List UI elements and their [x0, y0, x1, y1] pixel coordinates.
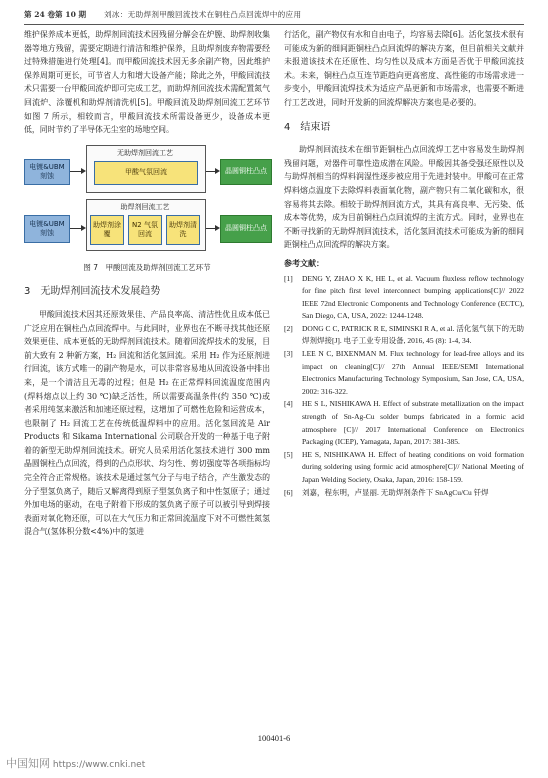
- reference-item: [1] DENG Y, ZHAO X K, HE L, et al. Vacuum fluxless reflow technology for fine pitch first level interconnect bumping applications[C]// 2022 IEEE 72nd Electronic Components and Technology Conference (ECTC), San Diego, CA, USA, 2022: 1244-1248.: [284, 273, 524, 321]
- figure-caption: 图 7 甲酸回流及助焊剂回流工艺环节: [83, 262, 211, 272]
- paragraph: 维护保养成本更低，助焊剂回流技术因残留分解会在炉膛、助焊剂收集器等地方残留，需要定期进行清洁和维护保养，且助焊剂废弃物需要经过特殊措施进行处理[4]。而甲酸回流技术因无多余副产物，因此维护保养周期可更长，可节省人力和增大设备产能；除此之外，甲酸回流技术只需要一台甲酸回流炉即可完成工艺，而助焊剂回流技术需配置氮气回流炉、涂覆机和助焊剂清洗机[5]。甲酸回流及助焊剂回流工艺环节如图 7 所示，相较而言，甲酸回流技术所需设备更少，设备成本更低，同时节约了半导体无尘室的场地空间。: [24, 30, 270, 135]
- issue-label: 第 24 卷第 10 期: [24, 10, 87, 19]
- reference-item: [5] HE S, NISHIKAWA H. Effect of heating conditions on void formation during soldering using formic acid atmosphere[C]// National Meeting of Japan Welding Society, Osaka, Japan, 2016: 158-159.: [284, 449, 524, 484]
- fig2-step3-box: 助焊剂清洗: [166, 215, 200, 245]
- fig1-title: 无助焊剂回流工艺: [117, 148, 173, 157]
- page-number: 100401-6: [257, 733, 291, 743]
- watermark-logo-text: 中国知网: [6, 757, 50, 770]
- running-header: [24, 8, 524, 25]
- running-title: 刘冰：无助焊剂甲酸回流技术在铜柱凸点回流焊中的应用: [104, 10, 302, 19]
- cnki-watermark: [6, 755, 145, 771]
- paragraph: 助焊剂回流技术在细节距铜柱凸点回流焊工艺中容易发生助焊剂残留问题，对器件可靠性造成潜在风险。甲酸因其备受强还原性以及与助焊剂相当的焊料润湿性逐步被应用于先进封装中。甲酸可在正常焊料熔点温度下去除焊料表面氧化物，副产物只有二氧化碳和水，很容易将其去除。相较于助焊剂回流方式，其具有高良率、无污染、低成本等优势，成为目前铜柱凸点回流焊的主流方式。同时，业界也在不断寻找新的无助焊剂回流技术，活化氢回流技术可能成为新的细间距铜柱凸点回流焊的解决方案。: [284, 145, 524, 250]
- fig2-step2-box: N2 气氛回流: [128, 215, 162, 245]
- fig2-input-box: 电镀&UBM 刻蚀: [24, 215, 70, 243]
- fig2-output-box: 晶圆铜柱凸点: [220, 215, 272, 243]
- reference-item: [3] LEE N C, BIXENMAN M. Flux technology for lead-free alloys and its impact on cleaning[C]// 27th Annual IEEE/SEMI International Electronics Manufacturing Technology Symposium, San Jose, CA, USA, 2002: 316-322.: [284, 349, 524, 396]
- fig2-step1-box: 助焊剂涂覆: [90, 215, 124, 245]
- right-column: [284, 28, 524, 499]
- arrow-icon: [206, 171, 216, 172]
- arrow-icon: [70, 171, 82, 172]
- section-heading-4: 4 结束语: [284, 121, 331, 133]
- arrow-icon: [70, 228, 82, 229]
- reference-item: [6] 刘嘉，程东明，卢显丽. 无助焊剂条件下 SnAgCu/Cu 钎焊: [284, 487, 489, 497]
- left-column: [24, 28, 270, 539]
- reference-list: [284, 273, 524, 500]
- watermark-url: https://www.cnki.net: [52, 760, 146, 770]
- reference-item: [2] DONG C C, PATRICK R E, SIMINSKI R A, et al. 活化氢气氛下的无助焊剂焊接[J]. 电子工业专用设备, 2016, 45 (8): 1-4, 34.: [284, 323, 524, 346]
- paragraph: 行活化，副产物仅有水和自由电子，均容易去除[6]。活化氢技术很有可能成为新的细间距铜柱凸点回流焊的解决方案，但目前相关文献并未报道该技术在还原性、均匀性以及成本方面是否优于甲酸回流技术。未来，铜柱凸点互连节距趋向更高密度、高性能的市场需求进一步变小，甲酸回流焊技术为适应产品更新和市场需求，也需要不断进行工艺改进，同时开发新的回流焊解决方案也是必要的。: [284, 30, 525, 107]
- reference-item: [4] HE S L, NISHIKAWA H. Effect of substrate metallization on the impact strength of Sn-Ag-Cu solder bumps fabricated in a formic acid atmosphere [C]// 2017 International Conference on Electronics Packaging (ICEP), Yamagata, Japan, 2017: 381-385.: [284, 399, 524, 447]
- fig1-input-box: 电镀&UBM 刻蚀: [24, 159, 70, 185]
- fig1-process-box: 甲酸气氛回流: [94, 161, 198, 185]
- section-heading-3: 3 无助焊剂回流技术发展趋势: [24, 286, 161, 298]
- fig2-title: 助焊剂回流工艺: [120, 202, 170, 211]
- figure-7: [24, 141, 270, 259]
- paragraph: 甲酸回流技术因其还原效果佳、产品良率高、清洁性优且成本低已广泛应用在铜柱凸点回流焊中。与此同时，业界也在不断寻找其他还原效果更佳、成本更低的无助焊剂回流技术。随着回流焊技术的发展，目前大致有 2 种新方案，H₂ 回流和活化氢回流。采用 H₂ 作为还原剂进行回流，该方式唯一的副产物是水，可以非常容易地从回流设备中排出来，是一个清洁且无毒的过程；但是 H₂ 在正常焊料回流温度范围内(焊料熔点以上约 30 ℃)缺乏活性，所以需要高温条件(约 350 ℃)或者采用纯氢来激活和加速还原过程，这增加了可燃性危险和运营成本，也限制了 H₂ 回流工艺在传统低温焊料中的应用。活化氢回流是 Air Products 和 Sikama International 公司联合开发的一种基于电子附着的新型无助焊剂回流技术。研究人员采用活化氢技术进行 300 mm 晶圆铜柱凸点回流，得到的凸点形状、均匀性、剪切强度等各项指标均完全符合正常规格。该技术是通过氢气分子与电子结合，产生激发态的分子型氢负离子，随后又解离得到原子型氢负离子和中性氢原子；通过外加电场的驱动，在电子附着下形成的氢负离子原子可以被引导到焊接表面对氧化物还原，可以在大气压力和正常回流温度下对不可燃性氮氢混合气(氢体积分数<4%)中的氢进: [24, 309, 270, 537]
- arrow-icon: [206, 228, 216, 229]
- references-heading: 参考文献：: [284, 258, 324, 268]
- fig1-output-box: 晶圆铜柱凸点: [220, 159, 272, 185]
